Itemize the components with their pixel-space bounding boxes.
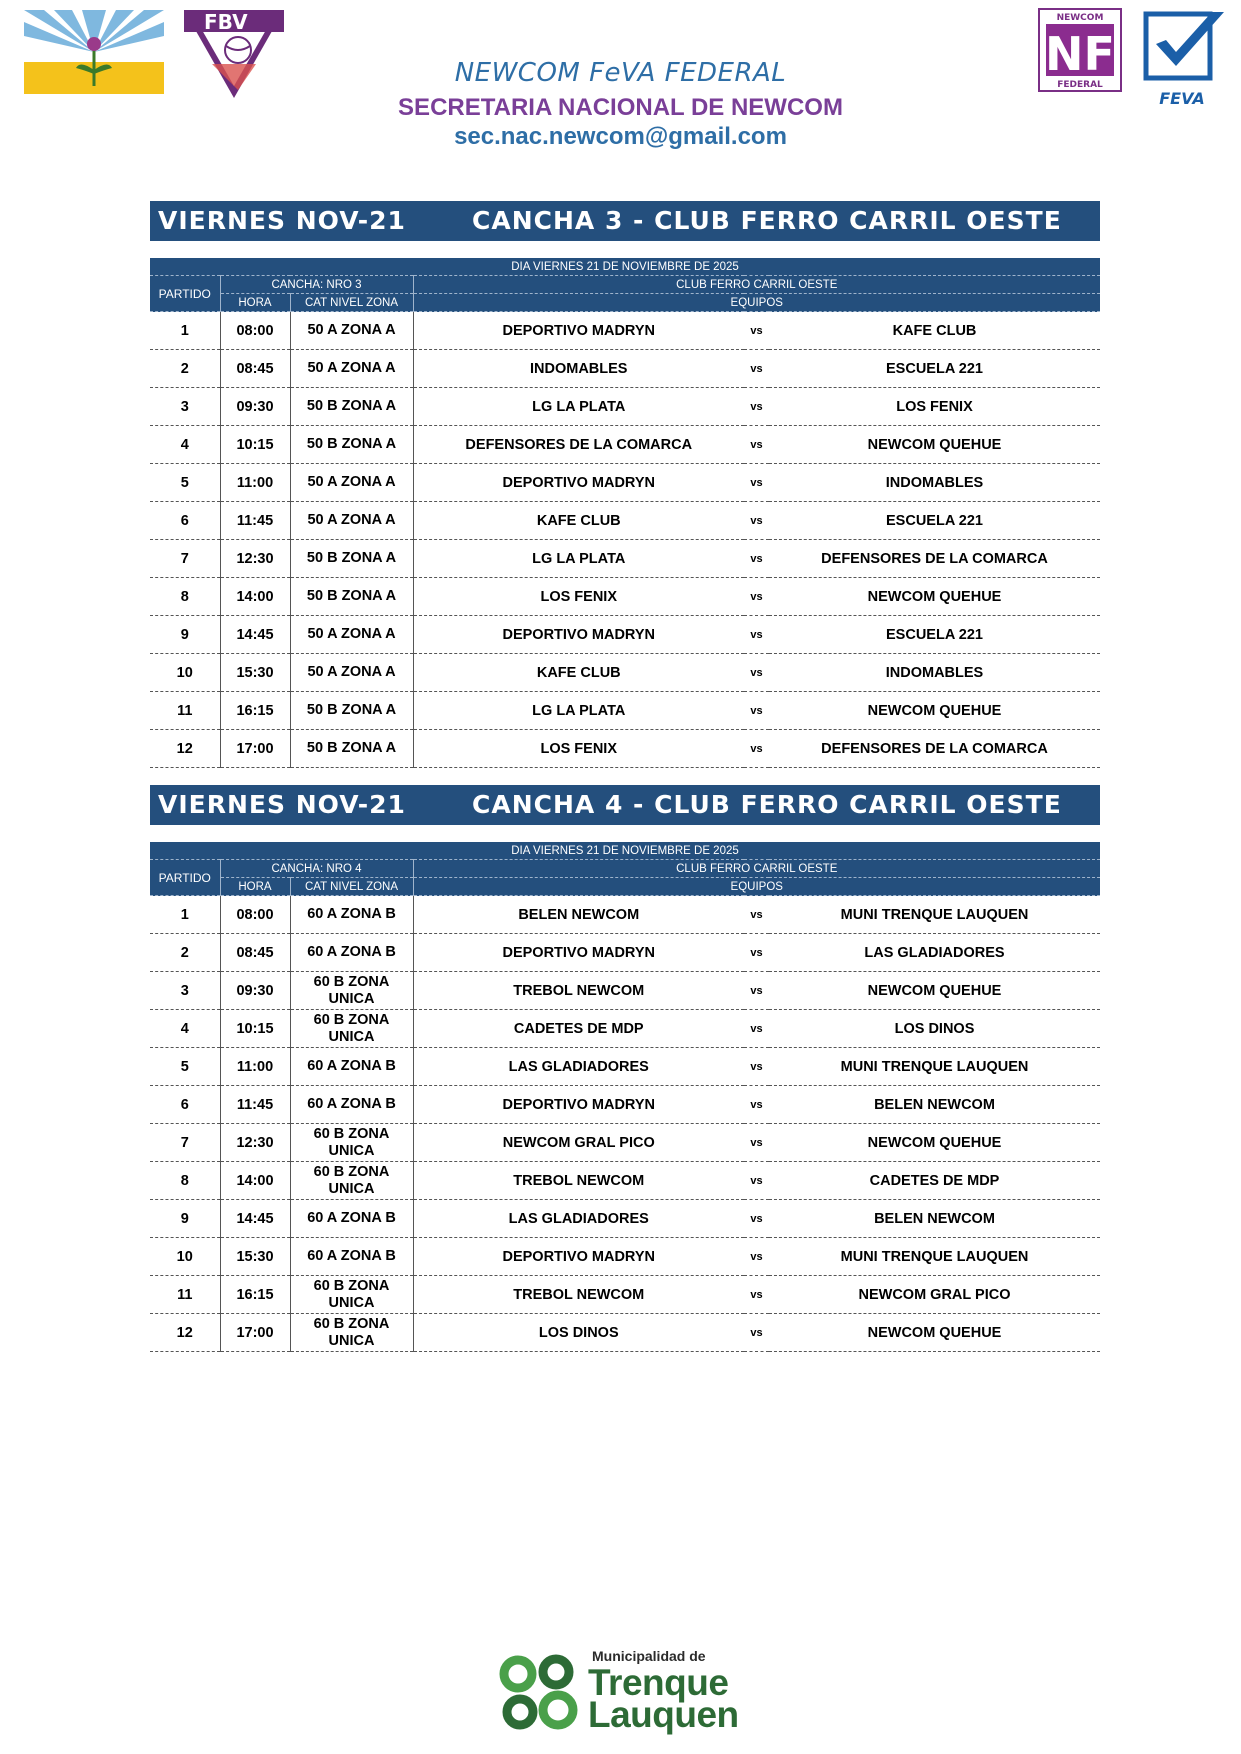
match-category: 60 B ZONA UNICA xyxy=(290,1010,413,1048)
partido-header: PARTIDO xyxy=(150,860,220,896)
away-team: NEWCOM QUEHUE xyxy=(769,578,1100,616)
away-team: NEWCOM QUEHUE xyxy=(769,426,1100,464)
match-number: 11 xyxy=(150,692,220,730)
match-time: 15:30 xyxy=(220,1238,290,1276)
table-row xyxy=(150,972,1100,1010)
match-category: 50 B ZONA A xyxy=(290,388,413,426)
away-team: NEWCOM QUEHUE xyxy=(769,1124,1100,1162)
away-team: CADETES DE MDP xyxy=(769,1162,1100,1200)
away-team: DEFENSORES DE LA COMARCA xyxy=(769,540,1100,578)
banner-court-label: CANCHA 4 - CLUB FERRO CARRIL OESTE xyxy=(472,790,1062,819)
match-category: 60 A ZONA B xyxy=(290,1238,413,1276)
match-number: 12 xyxy=(150,1314,220,1352)
feva-logo-text: FEVA xyxy=(1159,89,1205,108)
vs-label: vs xyxy=(744,692,769,730)
match-category: 60 A ZONA B xyxy=(290,1086,413,1124)
away-team: NEWCOM QUEHUE xyxy=(769,692,1100,730)
away-team: ESCUELA 221 xyxy=(769,616,1100,654)
vs-label: vs xyxy=(744,1314,769,1352)
home-team: DEPORTIVO MADRYN xyxy=(413,312,744,350)
match-time: 10:15 xyxy=(220,1010,290,1048)
match-number: 10 xyxy=(150,1238,220,1276)
table-row xyxy=(150,1238,1100,1276)
table-row xyxy=(150,1086,1100,1124)
match-number: 10 xyxy=(150,654,220,692)
match-number: 8 xyxy=(150,1162,220,1200)
match-number: 12 xyxy=(150,730,220,768)
vs-label: vs xyxy=(744,1124,769,1162)
muni-label: Municipalidad de xyxy=(592,1648,706,1664)
home-team: KAFE CLUB xyxy=(413,654,744,692)
away-team: NEWCOM QUEHUE xyxy=(769,972,1100,1010)
match-number: 9 xyxy=(150,1200,220,1238)
match-time: 12:30 xyxy=(220,540,290,578)
header-title-newcom-feva: NEWCOM FeVA FEDERAL xyxy=(454,58,787,88)
match-number: 1 xyxy=(150,312,220,350)
home-team: DEPORTIVO MADRYN xyxy=(413,934,744,972)
home-team: LAS GLADIADORES xyxy=(413,1200,744,1238)
home-team: INDOMABLES xyxy=(413,350,744,388)
muni-name-line1: Trenque xyxy=(588,1662,729,1703)
match-category: 60 B ZONA UNICA xyxy=(290,1124,413,1162)
match-number: 5 xyxy=(150,464,220,502)
table-row xyxy=(150,1276,1100,1314)
match-number: 3 xyxy=(150,388,220,426)
vs-label: vs xyxy=(744,934,769,972)
match-number: 2 xyxy=(150,350,220,388)
away-team: MUNI TRENQUE LAUQUEN xyxy=(769,896,1100,934)
match-time: 12:30 xyxy=(220,1124,290,1162)
away-team: ESCUELA 221 xyxy=(769,502,1100,540)
match-time: 14:45 xyxy=(220,616,290,654)
vs-label: vs xyxy=(744,1048,769,1086)
table-row xyxy=(150,654,1100,692)
match-time: 14:45 xyxy=(220,1200,290,1238)
banner-court-label: CANCHA 3 - CLUB FERRO CARRIL OESTE xyxy=(472,206,1062,235)
home-team: LG LA PLATA xyxy=(413,388,744,426)
cat-header: CAT NIVEL ZONA xyxy=(290,878,413,896)
trenque-lauquen-emblem-icon xyxy=(496,1652,586,1736)
match-number: 9 xyxy=(150,616,220,654)
vs-label: vs xyxy=(744,1200,769,1238)
vs-label: vs xyxy=(744,616,769,654)
match-time: 14:00 xyxy=(220,1162,290,1200)
home-team: TREBOL NEWCOM xyxy=(413,972,744,1010)
match-time: 10:15 xyxy=(220,426,290,464)
match-category: 50 A ZONA A xyxy=(290,502,413,540)
vs-label: vs xyxy=(744,1010,769,1048)
home-team: CADETES DE MDP xyxy=(413,1010,744,1048)
header-email[interactable]: sec.nac.newcom@gmail.com xyxy=(454,123,787,150)
home-team: LAS GLADIADORES xyxy=(413,1048,744,1086)
vs-label: vs xyxy=(744,426,769,464)
table-row xyxy=(150,540,1100,578)
home-team: LG LA PLATA xyxy=(413,540,744,578)
home-team: NEWCOM GRAL PICO xyxy=(413,1124,744,1162)
club-header: CLUB FERRO CARRIL OESTE xyxy=(413,276,1100,294)
match-time: 11:00 xyxy=(220,1048,290,1086)
vs-label: vs xyxy=(744,972,769,1010)
home-team: DEPORTIVO MADRYN xyxy=(413,464,744,502)
away-team: INDOMABLES xyxy=(769,464,1100,502)
municipalidad-logo xyxy=(496,1648,756,1738)
schedule-table-2 xyxy=(150,842,1100,1352)
home-team: KAFE CLUB xyxy=(413,502,744,540)
table-row xyxy=(150,502,1100,540)
match-time: 11:00 xyxy=(220,464,290,502)
away-team: LAS GLADIADORES xyxy=(769,934,1100,972)
club-header: CLUB FERRO CARRIL OESTE xyxy=(413,860,1100,878)
vs-label: vs xyxy=(744,464,769,502)
hora-header: HORA xyxy=(220,294,290,312)
away-team: BELEN NEWCOM xyxy=(769,1200,1100,1238)
table-row xyxy=(150,1010,1100,1048)
home-team: DEPORTIVO MADRYN xyxy=(413,1086,744,1124)
fbv-logo-text: FBV xyxy=(204,10,248,34)
match-category: 60 B ZONA UNICA xyxy=(290,972,413,1010)
muni-name-line2: Lauquen xyxy=(588,1694,739,1735)
section-banner-2 xyxy=(150,785,1100,825)
table-row xyxy=(150,1124,1100,1162)
svg-text:NF: NF xyxy=(1045,27,1115,81)
table-row xyxy=(150,1162,1100,1200)
vs-label: vs xyxy=(744,654,769,692)
header-title-secretaria: SECRETARIA NACIONAL DE NEWCOM xyxy=(398,94,843,121)
table-row xyxy=(150,426,1100,464)
home-team: LOS DINOS xyxy=(413,1314,744,1352)
vs-label: vs xyxy=(744,540,769,578)
match-category: 50 A ZONA A xyxy=(290,312,413,350)
match-category: 60 A ZONA B xyxy=(290,1200,413,1238)
match-category: 60 A ZONA B xyxy=(290,896,413,934)
table-row xyxy=(150,692,1100,730)
home-team: TREBOL NEWCOM xyxy=(413,1276,744,1314)
vs-label: vs xyxy=(744,312,769,350)
away-team: MUNI TRENQUE LAUQUEN xyxy=(769,1048,1100,1086)
match-time: 17:00 xyxy=(220,730,290,768)
vs-label: vs xyxy=(744,1086,769,1124)
table-row xyxy=(150,730,1100,768)
table-row xyxy=(150,388,1100,426)
equipos-header: EQUIPOS xyxy=(413,294,1100,312)
match-number: 2 xyxy=(150,934,220,972)
match-time: 08:45 xyxy=(220,934,290,972)
vs-label: vs xyxy=(744,1238,769,1276)
match-category: 60 A ZONA B xyxy=(290,934,413,972)
away-team: INDOMABLES xyxy=(769,654,1100,692)
home-team: DEPORTIVO MADRYN xyxy=(413,616,744,654)
vs-label: vs xyxy=(744,730,769,768)
vs-label: vs xyxy=(744,1276,769,1314)
table-row xyxy=(150,464,1100,502)
match-category: 60 B ZONA UNICA xyxy=(290,1162,413,1200)
home-team: LG LA PLATA xyxy=(413,692,744,730)
table-row xyxy=(150,1314,1100,1352)
match-number: 7 xyxy=(150,540,220,578)
match-category: 50 A ZONA A xyxy=(290,616,413,654)
vs-label: vs xyxy=(744,896,769,934)
equipos-header: EQUIPOS xyxy=(413,878,1100,896)
match-number: 11 xyxy=(150,1276,220,1314)
match-time: 08:45 xyxy=(220,350,290,388)
match-number: 4 xyxy=(150,1010,220,1048)
table-row xyxy=(150,350,1100,388)
vs-label: vs xyxy=(744,502,769,540)
home-team: LOS FENIX xyxy=(413,578,744,616)
match-number: 7 xyxy=(150,1124,220,1162)
match-time: 17:00 xyxy=(220,1314,290,1352)
away-team: NEWCOM QUEHUE xyxy=(769,1314,1100,1352)
match-time: 16:15 xyxy=(220,692,290,730)
match-category: 50 A ZONA A xyxy=(290,350,413,388)
home-team: LOS FENIX xyxy=(413,730,744,768)
partido-header: PARTIDO xyxy=(150,276,220,312)
match-time: 08:00 xyxy=(220,312,290,350)
date-row: DIA VIERNES 21 DE NOVIEMBRE DE 2025 xyxy=(150,258,1100,276)
schedule-table-1 xyxy=(150,258,1100,768)
section-banner-1 xyxy=(150,201,1100,241)
match-time: 09:30 xyxy=(220,972,290,1010)
cancha-header: CANCHA: NRO 3 xyxy=(220,276,413,294)
match-number: 6 xyxy=(150,1086,220,1124)
match-category: 60 A ZONA B xyxy=(290,1048,413,1086)
match-time: 15:30 xyxy=(220,654,290,692)
match-time: 16:15 xyxy=(220,1276,290,1314)
match-time: 14:00 xyxy=(220,578,290,616)
away-team: BELEN NEWCOM xyxy=(769,1086,1100,1124)
cancha-header: CANCHA: NRO 4 xyxy=(220,860,413,878)
date-row: DIA VIERNES 21 DE NOVIEMBRE DE 2025 xyxy=(150,842,1100,860)
match-number: 6 xyxy=(150,502,220,540)
table-row xyxy=(150,312,1100,350)
table-row xyxy=(150,616,1100,654)
match-category: 50 B ZONA A xyxy=(290,578,413,616)
away-team: MUNI TRENQUE LAUQUEN xyxy=(769,1238,1100,1276)
away-team: DEFENSORES DE LA COMARCA xyxy=(769,730,1100,768)
vs-label: vs xyxy=(744,1162,769,1200)
cat-header: CAT NIVEL ZONA xyxy=(290,294,413,312)
table-row xyxy=(150,896,1100,934)
vs-label: vs xyxy=(744,350,769,388)
match-number: 3 xyxy=(150,972,220,1010)
match-category: 50 B ZONA A xyxy=(290,540,413,578)
away-team: KAFE CLUB xyxy=(769,312,1100,350)
home-team: DEPORTIVO MADRYN xyxy=(413,1238,744,1276)
match-category: 60 B ZONA UNICA xyxy=(290,1314,413,1352)
match-time: 08:00 xyxy=(220,896,290,934)
match-number: 1 xyxy=(150,896,220,934)
home-team: TREBOL NEWCOM xyxy=(413,1162,744,1200)
match-category: 50 B ZONA A xyxy=(290,426,413,464)
vs-label: vs xyxy=(744,388,769,426)
nf-logo-bottom-text: FEDERAL xyxy=(1057,80,1103,90)
away-team: LOS FENIX xyxy=(769,388,1100,426)
away-team: NEWCOM GRAL PICO xyxy=(769,1276,1100,1314)
match-category: 50 B ZONA A xyxy=(290,730,413,768)
match-time: 11:45 xyxy=(220,1086,290,1124)
match-category: 60 B ZONA UNICA xyxy=(290,1276,413,1314)
banner-day-label: VIERNES NOV-21 xyxy=(158,790,406,819)
match-number: 8 xyxy=(150,578,220,616)
vs-label: vs xyxy=(744,578,769,616)
home-team: BELEN NEWCOM xyxy=(413,896,744,934)
match-time: 11:45 xyxy=(220,502,290,540)
home-team: DEFENSORES DE LA COMARCA xyxy=(413,426,744,464)
match-number: 5 xyxy=(150,1048,220,1086)
table-row xyxy=(150,934,1100,972)
table-row xyxy=(150,1048,1100,1086)
nf-logo-top-text: NEWCOM xyxy=(1056,13,1104,23)
hora-header: HORA xyxy=(220,878,290,896)
table-row xyxy=(150,578,1100,616)
away-team: ESCUELA 221 xyxy=(769,350,1100,388)
table-row xyxy=(150,1200,1100,1238)
away-team: LOS DINOS xyxy=(769,1010,1100,1048)
match-time: 09:30 xyxy=(220,388,290,426)
match-category: 50 A ZONA A xyxy=(290,464,413,502)
banner-day-label: VIERNES NOV-21 xyxy=(158,206,406,235)
match-category: 50 A ZONA A xyxy=(290,654,413,692)
match-category: 50 B ZONA A xyxy=(290,692,413,730)
match-number: 4 xyxy=(150,426,220,464)
